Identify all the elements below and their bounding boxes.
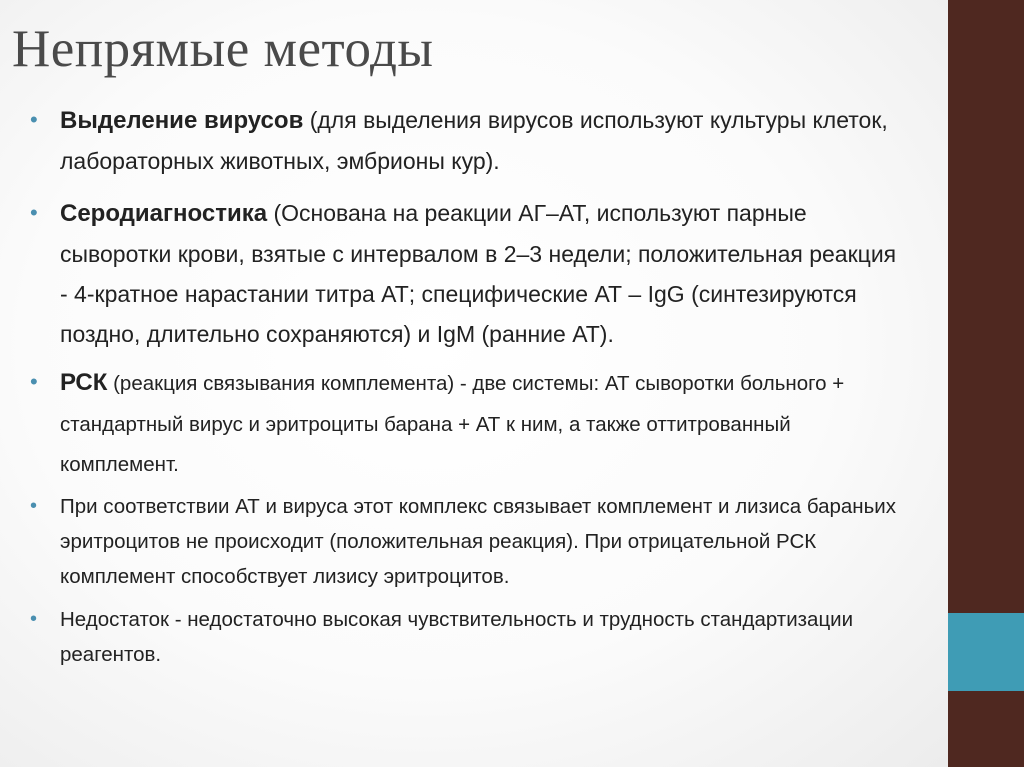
bullet-list (30, 100, 910, 680)
item-lead: РСК (60, 369, 108, 396)
item-lead: Выделение вирусов (60, 107, 304, 134)
decorative-sidebar (948, 0, 1024, 767)
item-text: Недостаток - недостаточно высокая чувствительность и трудность стандартизации реагентов. (60, 608, 854, 666)
slide-title: Непрямые методы (12, 20, 434, 78)
item-lead: Серодиагностика (60, 200, 268, 227)
list-item (30, 100, 910, 181)
item-text: (Основана на реакции АГ–АТ, используют парные сыворотки крови, взятые с интервалом в 2–3 недели; положительная реакция - 4-кратное нарастании титра АТ; специфические АТ – IgG (синтезируются поздно, длительно сохраняются) и IgM (ранние АТ). (60, 200, 897, 347)
list-item (30, 193, 910, 354)
item-text: (реакция связывания комплемента) - две системы: АТ сыворотки больного + стандартный вирус и эритроциты барана + АТ к ним, а также оттитрованный комплемент. (60, 372, 845, 476)
sidebar-band-top (948, 0, 1024, 613)
bullet-icon: • (30, 107, 38, 132)
sidebar-band-bottom (948, 691, 1024, 767)
list-item (30, 489, 910, 594)
item-text: При соответствии АТ и вируса этот комплекс связывает комплемент и лизиса бараньих эритроцитов не происходит (положительная реакция). При отрицательной РСК комплемент способствует лизису эритроцитов. (60, 495, 896, 588)
bullet-icon: • (30, 200, 38, 225)
bullet-icon: • (30, 369, 38, 394)
item-text: (для выделения вирусов используют культуры клеток, лабораторных животных, эмбрионы кур). (60, 107, 888, 174)
list-item (30, 362, 910, 483)
list-item (30, 602, 910, 672)
bullet-icon: • (30, 495, 38, 517)
sidebar-band-accent (948, 613, 1024, 691)
bullet-icon: • (30, 608, 38, 630)
